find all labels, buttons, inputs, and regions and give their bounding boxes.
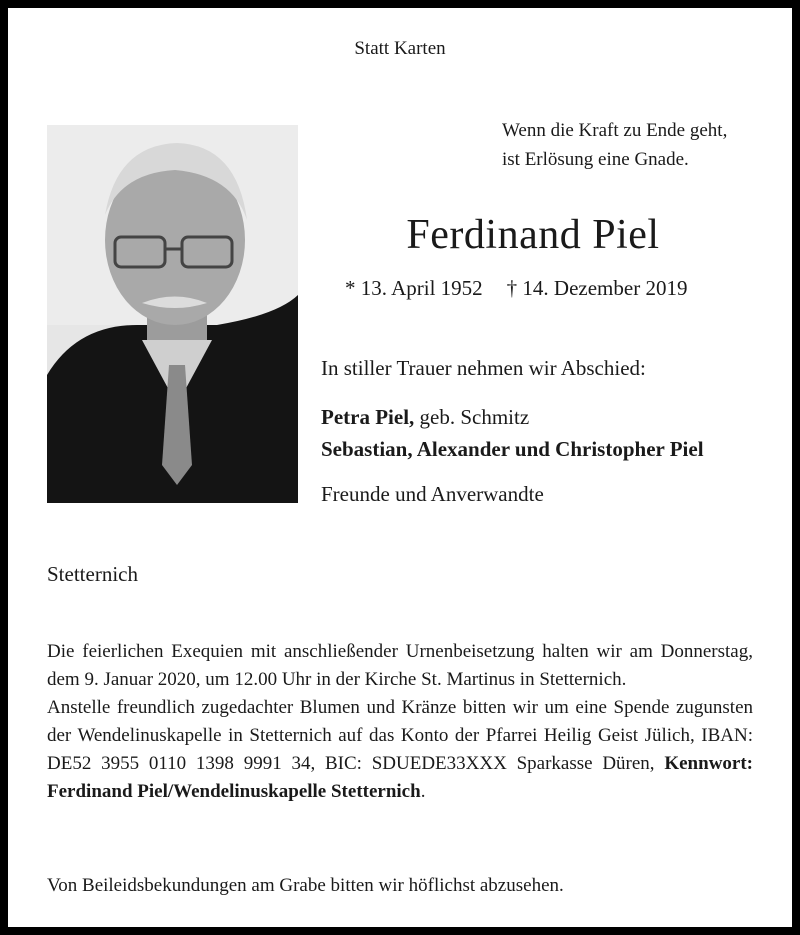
motto-line-1: Wenn die Kraft zu Ende geht, — [502, 120, 728, 141]
funeral-paragraph-1: Die feierlichen Exequien mit anschließender Urnenbeisetzung halten wir am Donnerstag, dem 9. Januar 2020, um 12.00 Uhr in der Kirche St. Martinus in Stetternich. — [47, 641, 753, 690]
mourning-line: In stiller Trauer nehmen wir Abschied: — [321, 356, 646, 380]
death-date: † 14. Dezember 2019 — [506, 276, 688, 300]
deceased-name: Ferdinand Piel — [406, 212, 660, 258]
wife-name: Petra Piel, — [321, 405, 415, 429]
donation-keyword: Kennwort: Ferdinand Piel/Wendelinuskapelle Stetternich — [47, 753, 753, 802]
funeral-details — [47, 638, 753, 806]
place-name: Stetternich — [47, 562, 138, 586]
funeral-paragraph-2 — [47, 694, 753, 806]
header-statt-karten: Statt Karten — [354, 38, 446, 59]
donation-end: . — [420, 781, 426, 802]
birth-date: * 13. April 1952 — [345, 276, 483, 300]
friends-line: Freunde und Anverwandte — [321, 482, 544, 506]
motto — [502, 116, 727, 174]
life-dates — [345, 276, 687, 301]
donation-text: Anstelle freundlich zugedachter Blumen und Kränze bitten wir um eine Spende zugunsten der Wendelinuskapelle in Stetternich auf das Konto der Pfarrei Heilig Geist Jülich, IBAN: DE52 3955 0110 1398 9991 34, BIC: SDUEDE33XXX Sparkasse Düren, — [47, 697, 753, 774]
wife-maiden-name: geb. Schmitz — [414, 405, 530, 429]
portrait-photo — [47, 125, 298, 503]
children-names: Sebastian, Alexander und Christopher Piel — [321, 437, 704, 461]
motto-line-2: ist Erlösung eine Gnade. — [502, 149, 689, 170]
closing-line: Von Beileidsbekundungen am Grabe bitten wir höflichst abzusehen. — [47, 875, 564, 896]
family-list — [321, 401, 704, 465]
family-wife — [321, 401, 704, 433]
family-children — [321, 433, 704, 465]
obituary-card — [8, 8, 792, 927]
